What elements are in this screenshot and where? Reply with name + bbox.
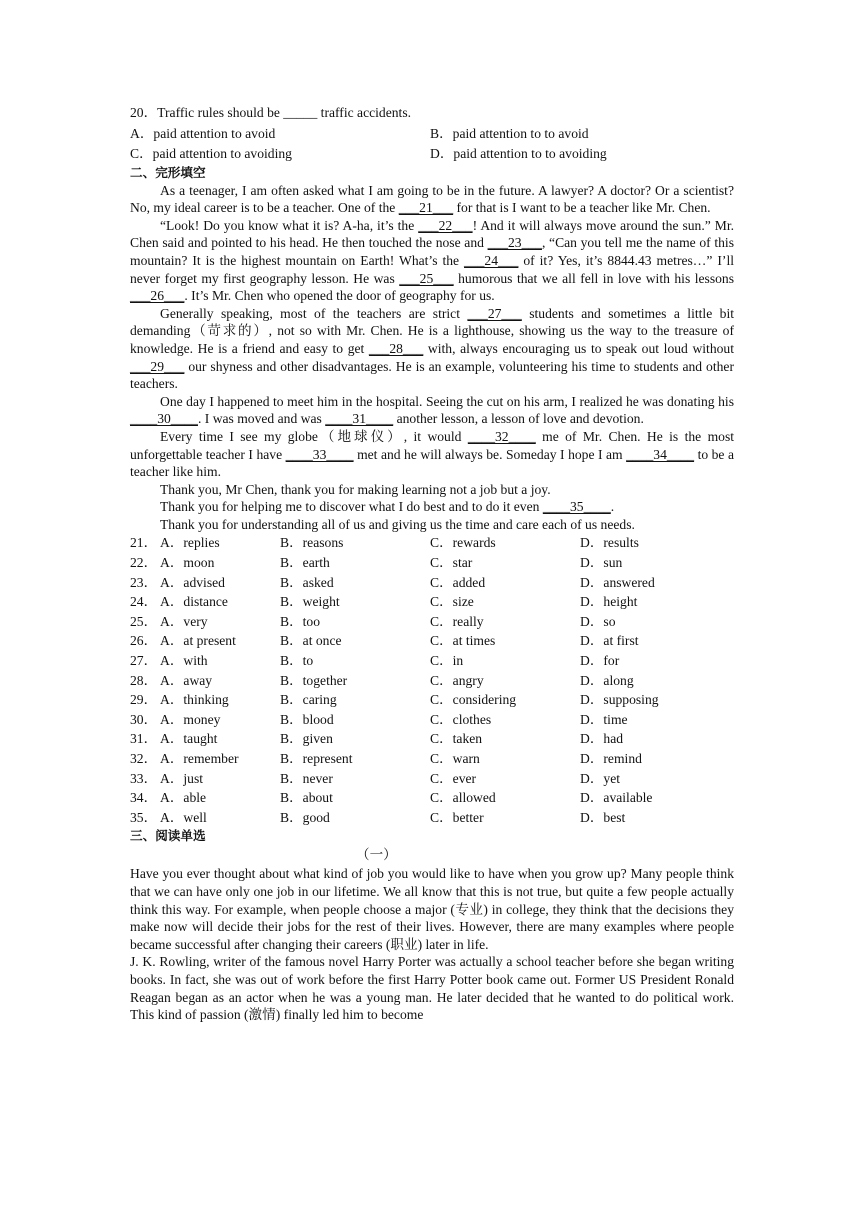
cloze-paragraph [130, 498, 734, 516]
cloze-text: ! And it will always move around the sun.” Mr. Chen said and pointed to his head. He then touched the nose and [130, 217, 734, 251]
cloze-blank: ___27___ [467, 305, 522, 321]
cloze-text: “Look! Do you know what it is? A-ha, it’s the [160, 217, 419, 233]
cloze-text: . It’s Mr. Chen who opened the door of geography for us. [184, 288, 495, 304]
question-number: 33． [130, 770, 158, 786]
option-d: D．had [580, 731, 624, 747]
cloze-blank: ____35____ [542, 499, 611, 515]
option-b: B．to [280, 653, 314, 669]
option-b: B．too [280, 613, 321, 629]
question-number: 28． [130, 672, 158, 688]
option-b: B．blood [280, 711, 334, 727]
cloze-text: met and he will always be. Someday I hope I am [353, 446, 627, 462]
question-20-stem: 20．Traffic rules should be _____ traffic accidents. [130, 105, 412, 120]
cloze-paragraph [130, 393, 734, 428]
option-c: C．angry [430, 672, 484, 688]
question-number: 32． [130, 751, 158, 766]
option-a: A．taught [160, 731, 218, 747]
option-b: B．good [280, 809, 330, 825]
cloze-question-row [130, 592, 734, 612]
cloze-question-row [130, 769, 734, 789]
cloze-paragraph [130, 305, 734, 393]
cloze-text: of it? Yes, it’s 8844.43 metres…” I’ll never forget my first geography lesson. He was [130, 252, 734, 286]
question-number: 25． [130, 613, 158, 629]
cloze-question-row [130, 690, 734, 710]
question-number: 30． [130, 711, 158, 727]
option-d: D．remind [580, 751, 642, 766]
option-b: B．at once [280, 633, 342, 649]
option-a: A．distance [160, 594, 228, 610]
option-b: B．caring [280, 692, 337, 708]
option-c: C．added [430, 574, 486, 590]
reading-paragraph: J. K. Rowling, writer of the famous novel Harry Porter was actually a school teacher before she began writing books. In fact, she was out of work before the first Harry Potter book came out. Former US President Ronald Reagan began as an actor when he was a young man. He later decided that he wanted to do political work. This kind of passion (激情) finally led him to become [130, 954, 734, 1023]
question-number: 29． [130, 692, 158, 708]
option-a: A．remember [160, 751, 239, 766]
cloze-paragraph [130, 516, 734, 534]
cloze-paragraph [130, 428, 734, 481]
option-d: D．supposing [580, 692, 659, 708]
cloze-question-row [130, 612, 734, 632]
cloze-text: As a teenager, I am often asked what I am going to be in the future. A lawyer? A doctor? Or a scientist? No, my ideal career is to be a teacher. One of the [130, 182, 734, 216]
question-number: 35． [130, 809, 158, 825]
question-number: 24． [130, 594, 158, 610]
cloze-blank: ___22___ [418, 217, 473, 233]
option-a: A．paid attention to avoid [130, 125, 276, 141]
option-c: C．taken [430, 731, 483, 747]
cloze-text: . I was moved and was [197, 411, 326, 427]
option-a: A．with [160, 653, 208, 669]
cloze-text: humorous that we all fell in love with his lessons [453, 270, 734, 286]
cloze-text: Every time I see my globe（地球仪）, it would [160, 428, 468, 444]
cloze-blank: ____30____ [130, 411, 198, 427]
question-number: 26． [130, 633, 158, 649]
option-d: D．along [580, 672, 634, 688]
cloze-blank: ___25___ [399, 270, 454, 286]
option-a: A．well [160, 809, 207, 825]
option-d: D．so [580, 613, 616, 629]
cloze-text: with, always encouraging us to speak out loud without [423, 340, 734, 356]
option-c: C．better [430, 809, 484, 825]
cloze-blank: ____32____ [467, 428, 536, 444]
cloze-question-row [130, 651, 734, 671]
option-b: B．about [280, 790, 333, 806]
section-cloze-heading: 二、完形填空 [130, 164, 206, 180]
option-c: C．size [430, 594, 474, 610]
exam-content [130, 104, 734, 1024]
cloze-paragraph [130, 217, 734, 305]
cloze-blank: ___23___ [487, 235, 542, 251]
option-d: D．available [580, 790, 653, 806]
question-number: 22． [130, 555, 158, 571]
cloze-question-row [130, 573, 734, 593]
option-c: C．really [430, 613, 484, 629]
option-d: D．results [580, 535, 639, 551]
option-b: B．reasons [280, 535, 344, 551]
cloze-blank: ____31____ [325, 411, 394, 427]
cloze-text: Thank you, Mr Chen, thank you for making learning not a job but a joy. [160, 481, 551, 497]
cloze-options [130, 533, 734, 827]
option-a: A．replies [160, 535, 220, 551]
cloze-paragraph [130, 182, 734, 217]
option-d: D．time [580, 711, 628, 727]
question-number: 31． [130, 731, 158, 747]
cloze-question-row [130, 671, 734, 691]
option-b: B．weight [280, 594, 340, 610]
option-b: B．represent [280, 751, 353, 766]
cloze-question-row [130, 729, 734, 749]
option-c: C．paid attention to avoiding [130, 145, 292, 161]
cloze-question-row [130, 788, 734, 808]
option-a: A．very [160, 613, 208, 629]
option-b: B．together [280, 672, 348, 688]
option-a: A．advised [160, 574, 225, 590]
option-a: A．thinking [160, 692, 229, 708]
cloze-text: students and sometimes a little bit demanding（苛求的）, not so with Mr. Chen. He is a lighthouse, showing us the way to the treasure of knowledge. He is a friend and easy to get [130, 305, 735, 356]
option-c: C．at times [430, 633, 496, 649]
cloze-text: Thank you for understanding all of us and giving us the time and care each of us needs. [160, 516, 635, 532]
option-c: C．in [430, 653, 464, 669]
cloze-question-row [130, 631, 734, 651]
reading-paragraph: Have you ever thought about what kind of job you would like to have when you grow up? Many people think that we can have only one job in our lifetime. We all know that this is not true, but quite a few people actually think this way. For example, when people choose a major (专业) in college, they think that the decisions they make now will decide their jobs for the rest of their lives. However, there are many examples where people became successful after changing their careers (职业) later in life. [130, 866, 734, 952]
option-a: A．away [160, 672, 213, 688]
option-c: C．warn [430, 751, 480, 766]
cloze-text: for that is I want to be a teacher like Mr. Chen. [453, 200, 711, 216]
reading-passage-number: （一） [356, 847, 397, 863]
option-d: D．paid attention to to avoiding [430, 145, 607, 161]
option-b: B．never [280, 770, 333, 786]
question-20-options-row-2 [130, 144, 734, 164]
question-number: 21． [130, 535, 158, 551]
option-c: C．allowed [430, 790, 496, 806]
cloze-question-row [130, 749, 734, 769]
option-d: D．best [580, 809, 626, 825]
cloze-blank: ___21___ [398, 200, 454, 216]
cloze-blank: ___29___ [130, 358, 185, 374]
cloze-question-row [130, 710, 734, 730]
option-c: C．ever [430, 770, 477, 786]
option-b: B．earth [280, 555, 330, 571]
cloze-blank: ____34____ [626, 446, 695, 462]
cloze-blank: ___26___ [130, 288, 185, 304]
cloze-blank: ____33____ [285, 446, 354, 462]
cloze-text: our shyness and other disadvantages. He is an example, volunteering his time to students and other teachers. [130, 358, 734, 392]
cloze-text: , “Can you tell me the name of this mountain? It is the highest mountain on Earth! What’s the [130, 235, 734, 268]
option-a: A．money [160, 711, 221, 727]
cloze-text: to be a teacher like him. [130, 446, 734, 480]
option-a: A．at present [160, 633, 236, 649]
cloze-question-row [130, 808, 734, 828]
question-number: 34． [130, 790, 158, 806]
question-number: 23． [130, 574, 158, 590]
cloze-question-row [130, 533, 734, 553]
option-a: A．able [160, 790, 207, 806]
cloze-passage [130, 182, 734, 534]
option-a: A．just [160, 770, 204, 786]
option-b: B．asked [280, 574, 334, 590]
option-d: D．sun [580, 555, 623, 571]
cloze-blank: ___28___ [368, 340, 424, 356]
cloze-text: me of Mr. Chen. He is the most unforgettable teacher I have [130, 428, 735, 462]
question-number: 27． [130, 653, 158, 669]
option-c: C．considering [430, 692, 517, 708]
option-d: D．for [580, 653, 620, 669]
option-d: D．at first [580, 633, 639, 649]
cloze-paragraph [130, 481, 734, 499]
option-d: D．answered [580, 574, 655, 590]
section-reading-heading: 三、阅读单选 [130, 828, 206, 844]
cloze-text: . [610, 499, 615, 515]
option-d: D．yet [580, 770, 621, 786]
cloze-text: Thank you for helping me to discover what I do best and to do it even [160, 499, 543, 515]
cloze-blank: ___24___ [464, 252, 519, 268]
option-c: C．rewards [430, 535, 496, 551]
option-d: D．height [580, 594, 638, 610]
cloze-question-row [130, 553, 734, 573]
cloze-text: One day I happened to meet him in the hospital. Seeing the cut on his arm, I realized he was donating his [160, 393, 734, 409]
option-b: B．given [280, 731, 333, 747]
option-a: A．moon [160, 555, 215, 571]
cloze-text: another lesson, a lesson of love and devotion. [393, 411, 644, 427]
option-b: B．paid attention to to avoid [430, 125, 589, 141]
question-20-options-row-1 [130, 124, 734, 144]
option-c: C．star [430, 555, 473, 571]
cloze-text: Generally speaking, most of the teachers are strict [160, 305, 468, 321]
option-c: C．clothes [430, 711, 492, 727]
